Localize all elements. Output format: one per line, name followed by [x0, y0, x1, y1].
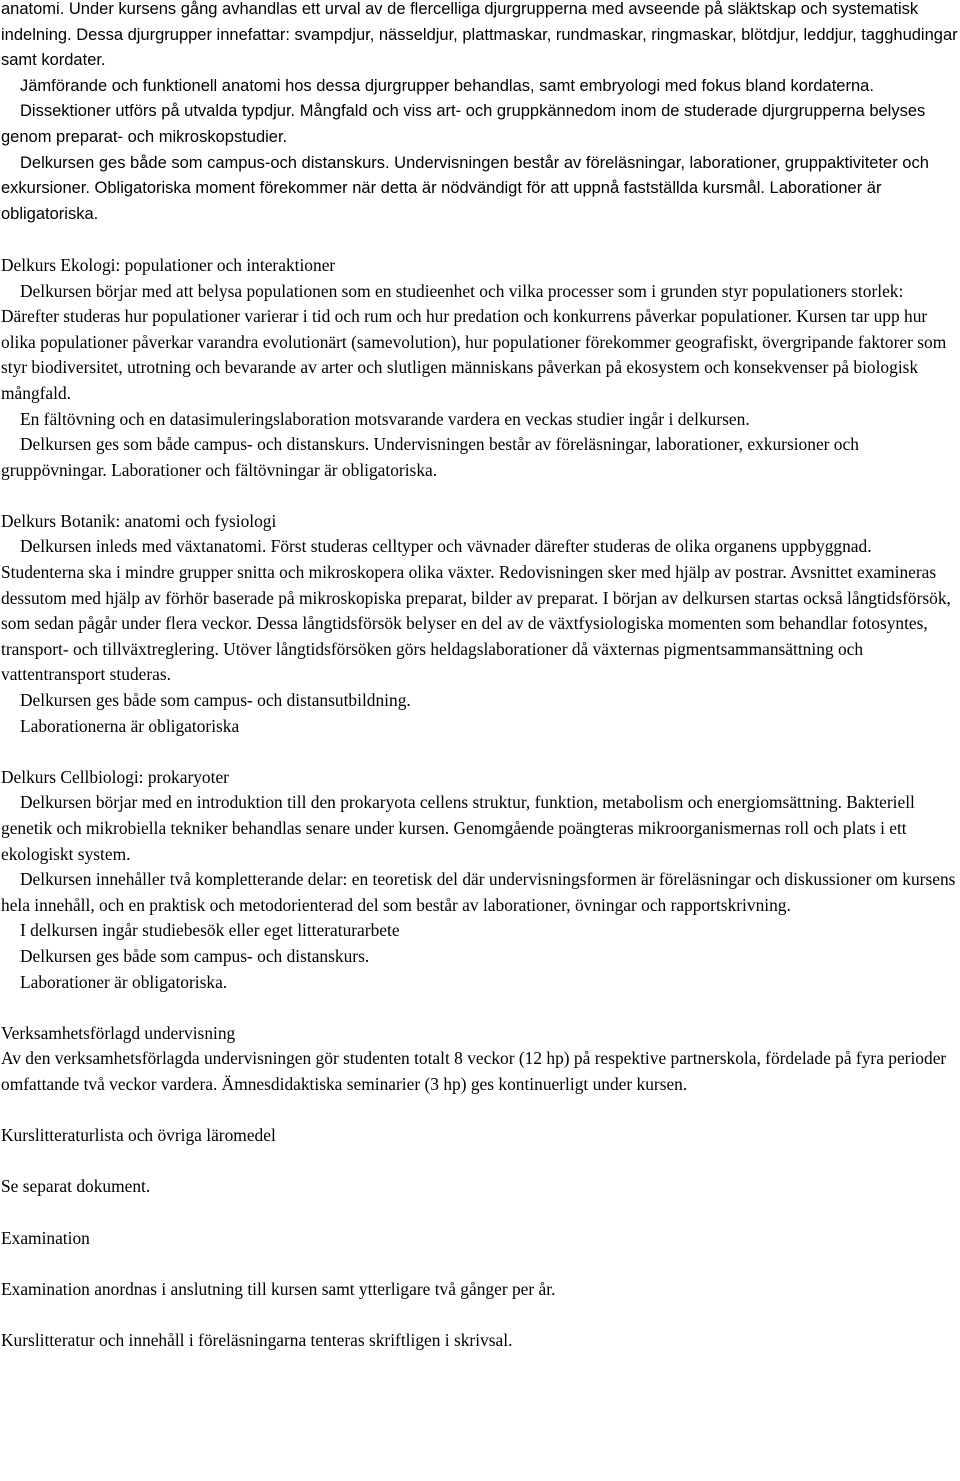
cellbiologi-paragraph-5: Laborationer är obligatoriska.	[20, 971, 228, 992]
intro-paragraph-2: Jämförande och funktionell anatomi hos dessa djurgrupper behandlas, samt embryologi med fokus bland kordaterna.	[20, 76, 874, 95]
botanik-paragraph-1: Delkursen inleds med växtanatomi. Först studeras celltyper och vävnader därefter studeras de olika organens uppbyggnad. Studenterna ska i mindre grupper snitta och mikroskopera olika växter. Redovisningen sker med hjälp av postrar. Avsnittet examineras dessutom med hjälp av förhör baserade på mikroskopiska preparat, bilder av preparat. I början av delkursen startas också långtidsförsök, som sedan pågår under flera veckor. Dessa långtidsförsök belyser en del av de växtfysiologiska momenten som behandlar fotosyntes, transport- och tillväxtreglering. Utöver långtidsförsöken görs heldagslaborationer då växternas pigmentsammansättning och vattentransport studeras.	[1, 536, 951, 685]
intro-paragraph-3: Dissektioner utförs på utvalda typdjur. Mångfald och viss art- och gruppkännedom inom de studerade djurgrupperna belyses genom preparat- och mikroskopstudier.	[1, 102, 926, 146]
verksamhet-heading: Verksamhetsförlagd undervisning	[1, 1022, 236, 1043]
examination-heading: Examination	[1, 1227, 90, 1248]
cellbiologi-paragraph-4: Delkursen ges både som campus- och distanskurs.	[20, 945, 370, 966]
intro-section	[0, 0, 958, 227]
examination-paragraph-2: Kurslitteratur och innehåll i föreläsningarna tenteras skriftligen i skrivsal.	[1, 1329, 513, 1350]
litteratur-paragraph-1: Se separat dokument.	[1, 1176, 151, 1197]
ekologi-paragraph-3: Delkursen ges som både campus- och distanskurs. Undervisningen består av föreläsningar, laborationer, exkursioner och gruppövningar. Laborationer och fältövningar är obligatoriska.	[1, 434, 859, 480]
intro-paragraph-4: Delkursen ges både som campus-och distanskurs. Undervisningen består av föreläsningar, laborationer, gruppaktiviteter och exkursioner. Obligatoriska moment förekommer när detta är nödvändigt för att uppnå fastställda kursmål. Laborationer är obligatoriska.	[1, 153, 929, 223]
ekologi-paragraph-2: En fältövning och en datasimuleringslaboration motsvarande vardera en veckas studier ingår i delkursen.	[20, 408, 750, 429]
cellbiologi-paragraph-1: Delkursen börjar med en introduktion till den prokaryota cellens struktur, funktion, metabolism och energiomsättning. Bakteriell genetik och mikrobiella tekniker behandlas senare under kursen. Genomgående poängteras mikroorganismernas roll och plats i ett ekologiskt system.	[1, 792, 915, 864]
verksamhet-section	[0, 1021, 958, 1098]
ekologi-heading: Delkurs Ekologi: populationer och interaktioner	[1, 254, 336, 275]
cellbiologi-paragraph-2: Delkursen innehåller två kompletterande delar: en teoretisk del där undervisningsformen är föreläsningar och diskussioner om kursens hela innehåll, och en praktisk och metodorienterad del som består av laborationer, övningar och rapportskrivning.	[1, 869, 956, 915]
botanik-paragraph-3: Laborationerna är obligatoriska	[20, 715, 240, 736]
botanik-section	[0, 509, 958, 739]
botanik-heading: Delkurs Botanik: anatomi och fysiologi	[1, 510, 277, 531]
ekologi-paragraph-1: Delkursen börjar med att belysa populationen som en studieenhet och vilka processer som i grunden styr populationers storlek: Därefter studeras hur populationer varierar i tid och rum och hur predation och konkurrens påverkar populationer. Kursen tar upp hur olika populationer påverkar varandra evolutionärt (samevolution), hur populationer förekommer geografiskt, övergripande faktorer som styr biodiversitet, utrotning och bevarande av arter och slutligen människans påverkan på ekosystem och konsekvenser på biologisk mångfald.	[1, 280, 947, 403]
cellbiologi-section	[0, 765, 958, 995]
litteratur-heading: Kurslitteraturlista och övriga läromedel	[1, 1125, 276, 1146]
examination-paragraph-1: Examination anordnas i anslutning till kursen samt ytterligare två gånger per år.	[1, 1278, 556, 1299]
ekologi-section	[0, 253, 958, 483]
cellbiologi-heading: Delkurs Cellbiologi: prokaryoter	[1, 766, 229, 787]
examination-section	[0, 1226, 958, 1354]
verksamhet-paragraph-1: Av den verksamhetsförlagda undervisningen gör studenten totalt 8 veckor (12 hp) på respektive partnerskola, fördelade på fyra perioder omfattande två veckor vardera. Ämnesdidaktiska seminarier (3 hp) ges kontinuerligt under kursen.	[1, 1048, 947, 1094]
litteratur-section	[0, 1123, 958, 1200]
botanik-paragraph-2: Delkursen ges både som campus- och distansutbildning.	[20, 690, 411, 711]
cellbiologi-paragraph-3: I delkursen ingår studiebesök eller eget litteraturarbete	[20, 920, 400, 941]
intro-paragraph-1: anatomi. Under kursens gång avhandlas ett urval av de flercelliga djurgrupperna med avseende på släktskap och systematisk indelning. Dessa djurgrupper innefattar: svampdjur, nässeldjur, plattmaskar, rundmaskar, ringmaskar, blötdjur, leddjur, tagghudingar samt kordater.	[1, 0, 958, 70]
